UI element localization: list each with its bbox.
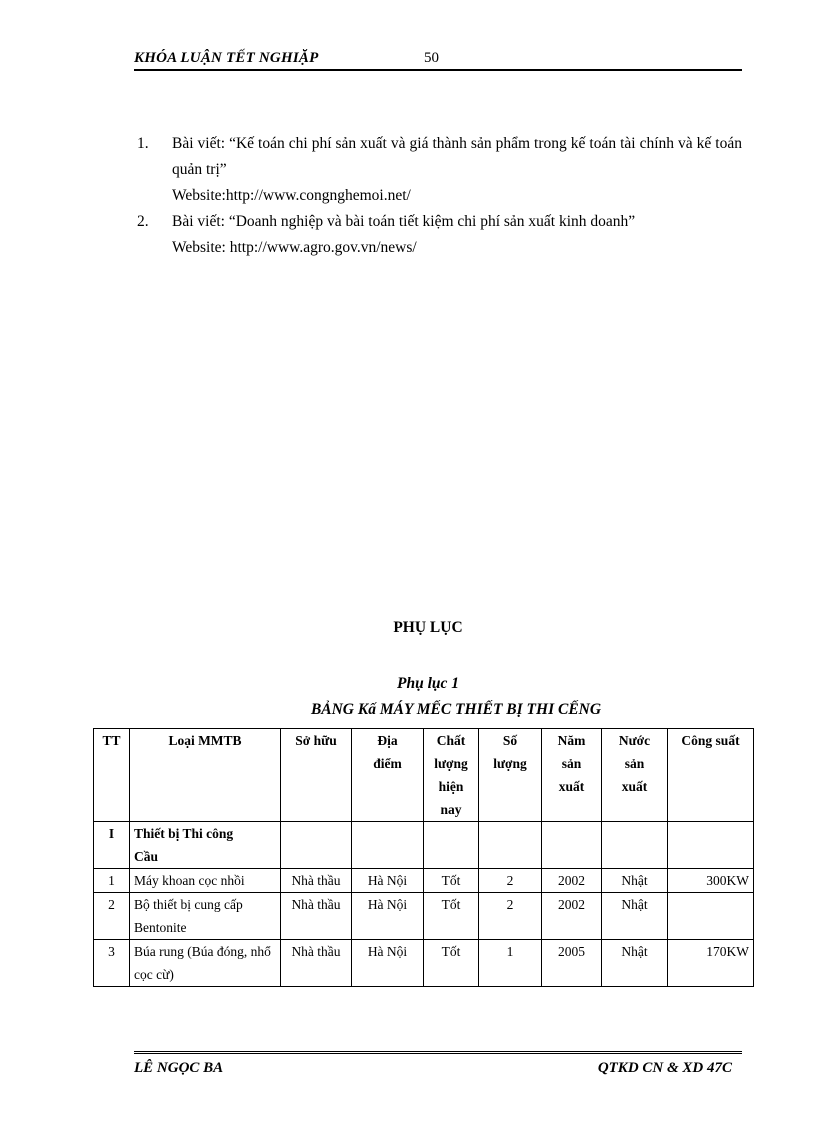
cell-qty: 2 (479, 893, 542, 940)
page-footer (134, 1051, 742, 1076)
cell-year: 2002 (542, 893, 602, 940)
column-header: Sở hữu (281, 729, 352, 822)
footer-class: QTKD CN & XD 47C (597, 1060, 732, 1076)
cell-name: Bộ thiết bị cung cấp Bentonite (130, 893, 281, 940)
cell-qty: 1 (479, 940, 542, 987)
reference-list (134, 131, 742, 261)
cell-name: Máy khoan cọc nhồi (130, 869, 281, 893)
cell-quality: Tốt (424, 940, 479, 987)
section-title: PHỤ LỤC (393, 619, 463, 636)
reference-number: 2. (137, 213, 149, 230)
table-group-row (94, 822, 754, 869)
table-header-row (94, 729, 754, 822)
group-name: Thiết bị Thi công Cầu (130, 822, 281, 869)
cell-quality: Tốt (424, 893, 479, 940)
cell-owner: Nhà thầu (281, 940, 352, 987)
column-header: Công suất (668, 729, 754, 822)
reference-text: Bài viết: “Kế toán chi phí sản xuất và giá thành sản phẩm trong kế toán tài chính và kế toán quản trị” (172, 135, 742, 178)
reference-website: Website:http://www.congnghemoi.net/ (172, 187, 411, 204)
cell-country: Nhật (602, 869, 668, 893)
column-header: Số lượng (479, 729, 542, 822)
column-header: Địa điểm (352, 729, 424, 822)
table-row (94, 893, 754, 940)
cell-owner: Nhà thầu (281, 893, 352, 940)
column-header: Nước sản xuất (602, 729, 668, 822)
header-title: KHÓA LUẬN TẾT NGHIẶP (134, 50, 319, 66)
page-number: 50 (424, 50, 439, 66)
reference-number: 1. (137, 135, 149, 152)
footer-author: LÊ NGỌC BA (134, 1060, 224, 1076)
reference-item (134, 131, 742, 209)
column-header: Chất lượng hiện nay (424, 729, 479, 822)
reference-text: Bài viết: “Doanh nghiệp và bài toán tiết kiệm chi phí sản xuất kinh doanh” (172, 213, 636, 230)
cell-location: Hà Nội (352, 940, 424, 987)
appendix-label: Phụ lục 1 (396, 675, 459, 692)
appendix-title: BẢNG Kấ MÁY MẾC THIẾT BỊ THI CẾNG (310, 701, 602, 718)
cell-tt: 2 (94, 893, 130, 940)
cell-qty: 2 (479, 869, 542, 893)
cell-location: Hà Nội (352, 869, 424, 893)
cell-tt: 1 (94, 869, 130, 893)
cell-power: 300KW (668, 869, 754, 893)
table-row (94, 869, 754, 893)
cell-quality: Tốt (424, 869, 479, 893)
column-header: Loại MMTB (130, 729, 281, 822)
column-header: Năm sản xuất (542, 729, 602, 822)
cell-name: Búa rung (Búa đóng, nhổ cọc cừ) (130, 940, 281, 987)
cell-country: Nhật (602, 940, 668, 987)
equipment-table (93, 728, 754, 987)
cell-year: 2005 (542, 940, 602, 987)
cell-power (668, 893, 754, 940)
cell-power: 170KW (668, 940, 754, 987)
reference-website: Website: http://www.agro.gov.vn/news/ (172, 239, 417, 256)
table-row (94, 940, 754, 987)
group-number: I (94, 822, 130, 869)
reference-item (134, 209, 742, 261)
cell-owner: Nhà thầu (281, 869, 352, 893)
cell-tt: 3 (94, 940, 130, 987)
page-header (134, 48, 742, 71)
cell-country: Nhật (602, 893, 668, 940)
column-header: TT (94, 729, 130, 822)
cell-location: Hà Nội (352, 893, 424, 940)
cell-year: 2002 (542, 869, 602, 893)
